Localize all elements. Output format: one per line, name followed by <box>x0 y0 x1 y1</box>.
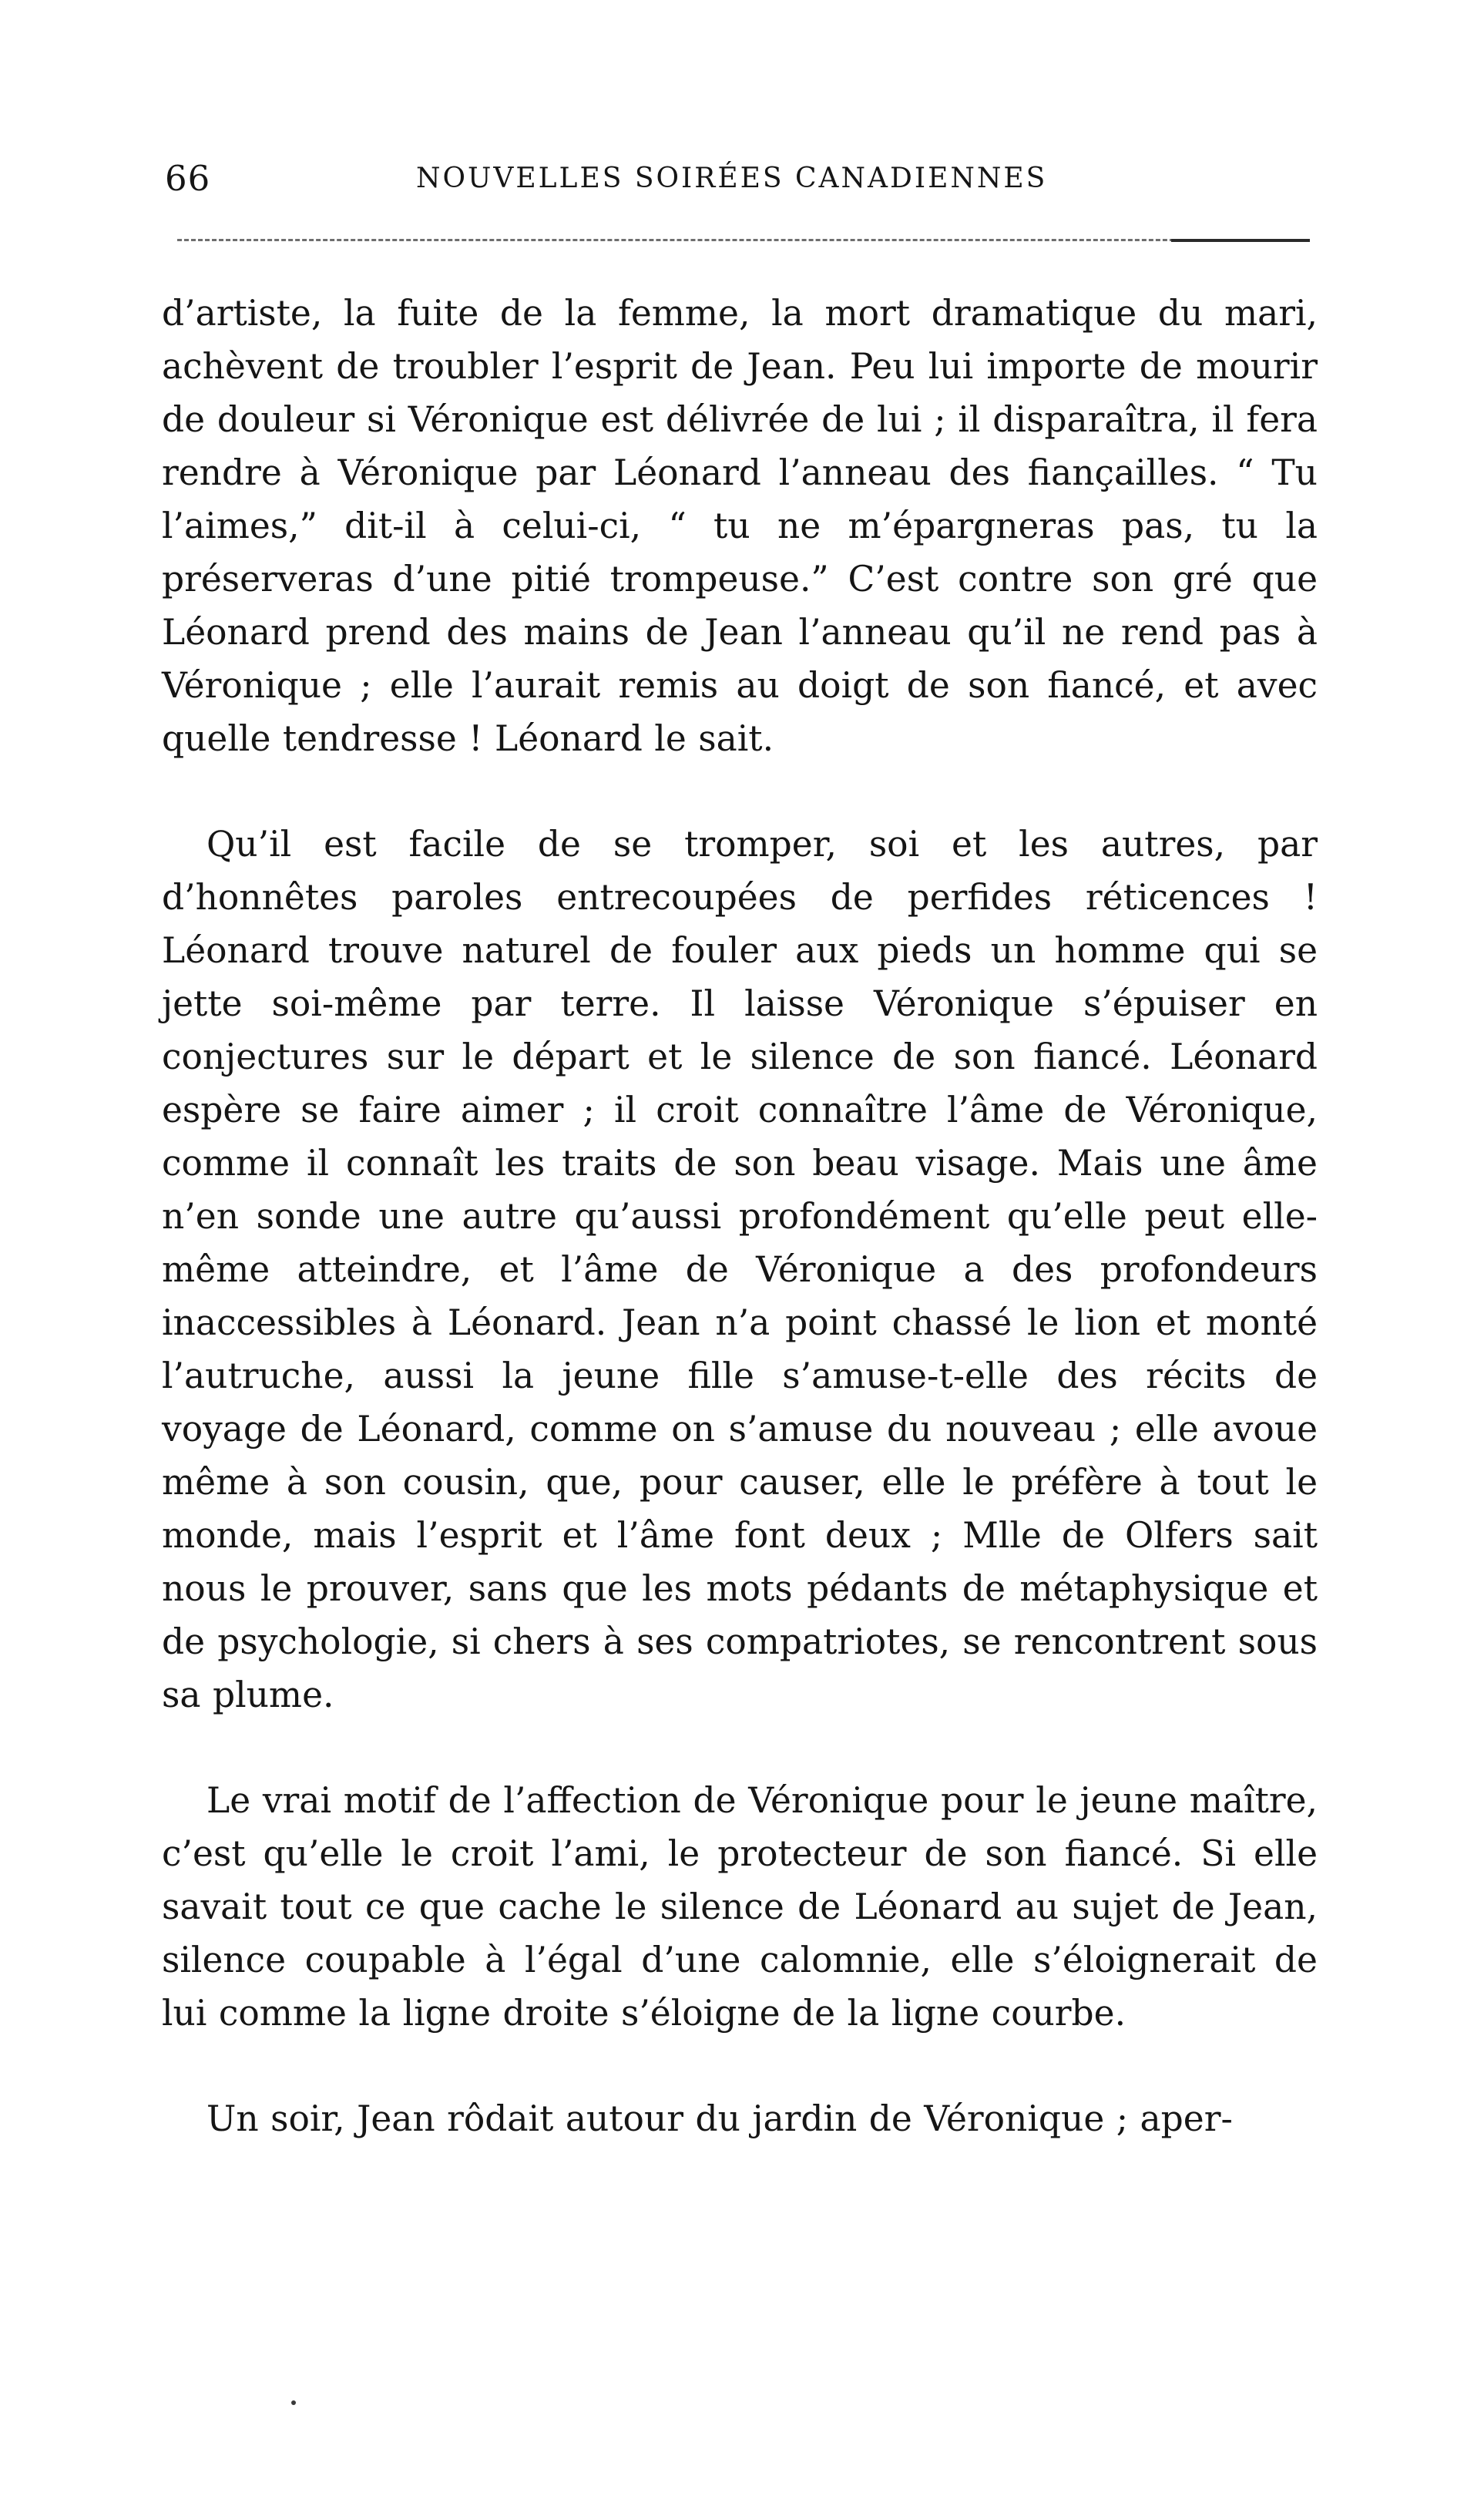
page-number: 66 <box>165 158 211 199</box>
paragraph: Le vrai motif de l’affection de Véronique pour le jeune maître, c’est qu’elle le croit l’ami, le protecteur de son fiancé. Si elle savait tout ce que cache le silence de Léonard au sujet de Jean, silence coupable à l’égal d’une calomnie, elle s’éloignerait de lui comme la ligne droite s’éloigne de la ligne courbe. <box>162 1780 1318 2034</box>
paragraph-gap <box>162 765 1318 818</box>
body-text <box>162 287 1318 2145</box>
paragraph-continued: d’artiste, la fuite de la femme, la mort dramatique du mari, achèvent de troubler l’esprit de Jean. Peu lui importe de mourir de douleur si Véronique est délivrée de lui ; il disparaîtra, il fera rendre à Véronique par Léonard l’anneau des fiançailles. “ Tu l’aimes,” dit-il à celui-ci, “ tu ne m’épargneras pas, tu la préserveras d’une pitié trompeuse.” C’est contre son gré que Léonard prend des mains de Jean l’anneau qu’il ne rend pas à Véronique ; elle l’aurait remis au doigt de son fiancé, et avec quelle tendresse ! Léonard le sait. <box>162 293 1318 759</box>
paragraph: Qu’il est facile de se tromper, soi et les autres, par d’honnêtes paroles entrecoupées de perfides réticences ! Léonard trouve naturel de fouler aux pieds un homme qui se jette soi-même par terre. Il laisse Véronique s’épuiser en conjectures sur le départ et le silence de son fiancé. Léonard espère se faire aimer ; il croit connaître l’âme de Véronique, comme il connaît les traits de son beau visage. Mais une âme n’en sonde une autre qu’aussi profondément qu’elle peut elle-même atteindre, et l’âme de Véronique a des profondeurs inaccessibles à Léonard. Jean n’a point chassé le lion et monté l’autruche, aussi la jeune fille s’amuse-t-elle des récits de voyage de Léonard, comme on s’amuse du nouveau ; elle avoue même à son cousin, que, pour causer, elle le préfère à tout le monde, mais l’esprit et l’âme font deux ; Mlle de Olfers sait nous le prouver, sans que les mots pédants de métaphysique et de psychologie, si chers à ses compatriotes, se rencontrent sous sa plume. <box>162 824 1318 1715</box>
print-speck <box>291 2400 296 2405</box>
header-rule <box>177 239 1271 241</box>
paragraph-gap <box>162 1722 1318 1774</box>
running-title: NOUVELLES SOIRÉES CANADIENNES <box>416 163 1048 194</box>
paragraph-last: Un soir, Jean rôdait autour du jardin de Véronique ; aper- <box>206 2098 1233 2139</box>
running-head <box>154 158 1325 212</box>
paragraph-gap <box>162 2040 1318 2092</box>
header-rule-accent <box>1171 239 1310 242</box>
